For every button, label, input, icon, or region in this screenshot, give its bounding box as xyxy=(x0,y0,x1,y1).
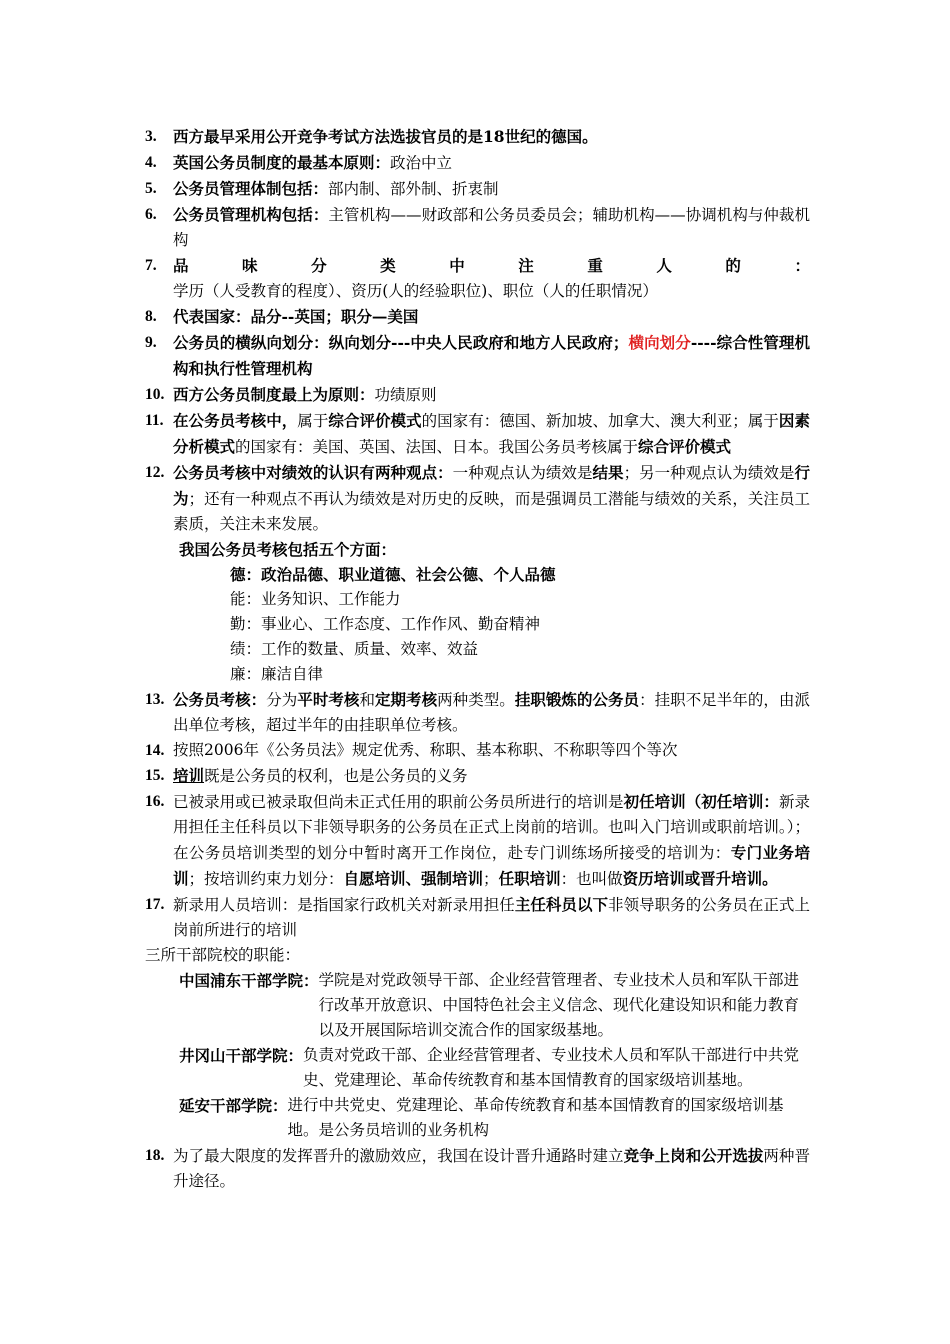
text-run: 属于 xyxy=(297,412,329,430)
eval-aspect: 能：业务知识、工作能力 xyxy=(230,590,401,608)
text-run: 一种观点认为绩效是 xyxy=(452,464,593,482)
text-run: 专门业务培训 xyxy=(173,843,810,888)
eval-aspect: 绩：工作的数量、质量、效率、效益 xyxy=(230,640,479,658)
school-item xyxy=(179,1043,810,1093)
text-run: 部内制、部外制、折衷制 xyxy=(328,180,499,198)
item-text xyxy=(173,304,810,330)
text-run: 公务员的横纵向划分：纵向划分---中央人民政府和地方人民政府； xyxy=(173,333,629,352)
text-run: 自愿培训、强制培训 xyxy=(343,869,484,888)
text-run: ：挂职不足半年的，由派出单位考核，超过半年的由挂职单位考核。 xyxy=(173,691,810,734)
text-run: 英国公务员制度的最基本原则： xyxy=(173,153,391,172)
text-run: 按照2006年《公务员法》规定优秀、称职、基本称职、不称职等四个等次 xyxy=(173,741,678,759)
text-run: 非领导职务的公务员在正式上岗前所进行的培训 xyxy=(173,896,810,939)
item-number: 13. xyxy=(145,691,165,708)
text-run: 西方公务员制度最上为原则： xyxy=(173,385,375,404)
text-run: 两种类型。 xyxy=(437,691,515,709)
text-run: ：也叫做 xyxy=(560,870,623,888)
item-text xyxy=(173,763,810,789)
item-text xyxy=(173,202,810,253)
text-run: ；还有一种观点不再认为绩效是对历史的反映，而是强调员工潜能与绩效的关系，关注员工素质，关注未来发展。 xyxy=(173,490,810,533)
item-number: 18. xyxy=(145,1147,165,1164)
text-run: 代表国家：品分--英国；职分—美国 xyxy=(173,307,419,326)
school-item xyxy=(179,1093,810,1143)
list-item xyxy=(145,304,810,330)
text-run: 结果 xyxy=(592,463,624,482)
item-number: 4. xyxy=(145,154,157,171)
text-run: 新录用人员培训：是指国家行政机关对新录用担任 xyxy=(173,896,515,914)
text-run: 和 xyxy=(359,691,375,709)
item-text xyxy=(173,738,810,763)
item-text xyxy=(173,176,810,202)
item-number: 9. xyxy=(145,334,157,351)
text-run: 平时考核 xyxy=(297,690,360,709)
text-run: 的国家有：德国、新加坡、加拿大、澳大利亚；属于 xyxy=(421,412,779,430)
text-run: 公务员考核中对绩效的认识有两种观点： xyxy=(173,463,453,482)
text-run: 综合评价模式 xyxy=(328,411,422,430)
text-run: 学历（人受教育的程度）、资历(人的经验职位)、职位（人的任职情况） xyxy=(173,282,658,300)
text-run: 综合评价模式 xyxy=(638,437,732,456)
schools-heading: 三所干部院校的职能： xyxy=(145,946,301,964)
text-run: 挂职锻炼的公务员 xyxy=(514,690,640,709)
item-number: 6. xyxy=(145,206,157,223)
list-item xyxy=(145,176,810,202)
item-number: 7. xyxy=(145,257,157,274)
text-run: 为了最大限度的发挥晋升的激励效应，我国在设计晋升通路时建立 xyxy=(173,1147,624,1165)
text-run: 定期考核 xyxy=(374,690,438,709)
text-run: 资历培训或晋升培训。 xyxy=(622,869,778,888)
item-number: 8. xyxy=(145,308,157,325)
item-text xyxy=(173,1143,810,1194)
text-run: ；另一种观点认为绩效是 xyxy=(623,464,795,482)
item-number: 17. xyxy=(145,896,165,913)
text-run: ----综合性管理机构和执行性管理机构 xyxy=(173,333,810,378)
text-run: 主任科员以下 xyxy=(514,895,609,914)
text-run: 主管机构——财政部和公务员委员会；辅助机构——协调机构与仲裁机构 xyxy=(173,206,810,249)
text-run: 培训 xyxy=(173,766,205,785)
eval-aspect: 勤：事业心、工作态度、工作作风、勤奋精神 xyxy=(230,615,541,633)
text-run: 功绩原则 xyxy=(374,386,437,404)
list-item xyxy=(145,124,810,150)
list-item xyxy=(145,382,810,408)
text-run: 在公务员考核中， xyxy=(173,411,298,430)
text-run: ； xyxy=(483,870,499,888)
item-text xyxy=(173,124,810,150)
list-item xyxy=(145,738,810,763)
list-item xyxy=(145,789,810,892)
school-name: 中国浦东干部学院： xyxy=(179,971,319,990)
numbered-list-c xyxy=(145,1143,810,1194)
list-item xyxy=(145,1143,810,1194)
school-description: 负责对党政干部、企业经营管理者、专业技术人员和军队干部进行中共党史、党建理论、革命传统教育和基本国情教育的国家级培训基地。 xyxy=(303,1046,800,1089)
item-text xyxy=(173,892,810,943)
item-number: 15. xyxy=(145,767,165,784)
text-run: 公务员管理机构包括： xyxy=(173,205,329,224)
item-number: 3. xyxy=(145,128,157,145)
list-item xyxy=(145,202,810,253)
list-item xyxy=(145,330,810,382)
text-run: 品味分类中注重人的： xyxy=(173,256,810,275)
text-run: 因素分析模式 xyxy=(173,411,810,456)
item-number: 5. xyxy=(145,180,157,197)
numbered-list-b xyxy=(145,687,810,943)
list-item xyxy=(145,408,810,460)
item-text xyxy=(173,687,810,738)
list-item xyxy=(145,460,810,537)
list-item xyxy=(145,687,810,738)
item-text xyxy=(173,789,810,892)
text-run: 政治中立 xyxy=(390,154,453,172)
text-run: 分为 xyxy=(266,691,298,709)
school-name: 井冈山干部学院： xyxy=(179,1046,304,1065)
text-run: 的国家有：美国、英国、法国、日本。我国公务员考核属于 xyxy=(235,438,639,456)
school-name: 延安干部学院： xyxy=(179,1096,288,1115)
text-run: 两种晋升途径。 xyxy=(173,1147,810,1190)
text-run: 既是公务员的权利，也是公务员的义务 xyxy=(204,767,468,785)
text-run: 公务员考核： xyxy=(173,690,267,709)
text-run: 任职培训 xyxy=(498,869,561,888)
text-run: ；按培训约束力划分： xyxy=(188,870,344,888)
text-run: 西方最早采用公开竞争考试方法选拔官员的是18世纪的德国。 xyxy=(173,127,598,146)
eval-heading: 我国公务员考核包括五个方面： xyxy=(179,540,397,559)
item-number: 12. xyxy=(145,464,165,481)
text-run: 竞争上岗和公开选拔 xyxy=(623,1146,764,1165)
text-run: 已被录用或已被录取但尚未正式任用的职前公务员所进行的培训是 xyxy=(173,793,624,811)
school-description: 进行中共党史、党建理论、革命传统教育和基本国情教育的国家级培训基地。是公务员培训的业务机构 xyxy=(287,1096,784,1139)
item-number: 11. xyxy=(145,412,164,429)
item-text xyxy=(173,460,810,537)
eval-aspect: 德：政治品德、职业道德、社会公德、个人品德 xyxy=(230,565,556,584)
item-text xyxy=(173,253,810,304)
text-run: 新录用担任主任科员以下非领导职务的公务员在正式上岗前的培训。也叫入门培训或职前培训。）；在公务员培训类型的划分中暂时离开工作岗位，赴专门训练场所接受的培训为： xyxy=(173,793,810,862)
eval-aspect: 廉：廉洁自律 xyxy=(230,665,324,683)
list-item xyxy=(145,150,810,176)
text-run: 初任培训（初任培训： xyxy=(623,792,779,811)
text-run: 行为 xyxy=(173,463,810,508)
list-item xyxy=(145,253,810,304)
item-number: 10. xyxy=(145,386,165,403)
document-body xyxy=(145,124,810,1194)
item-text xyxy=(173,330,810,382)
school-description: 学院是对党政领导干部、企业经营管理者、专业技术人员和军队干部进行改革开放意识、中国特色社会主义信念、现代化建设知识和能力教育以及开展国际培训交流合作的国家级基地。 xyxy=(318,971,800,1039)
school-item xyxy=(179,968,810,1043)
list-item xyxy=(145,763,810,789)
schools-list xyxy=(145,968,810,1143)
text-run: 横向划分 xyxy=(628,333,691,352)
list-item xyxy=(145,892,810,943)
item-text xyxy=(173,150,810,176)
item-number: 14. xyxy=(145,742,165,759)
item-number: 16. xyxy=(145,793,165,810)
text-run: 公务员管理体制包括： xyxy=(173,179,329,198)
item-text xyxy=(173,408,810,460)
eval-aspects xyxy=(145,562,810,687)
item-text xyxy=(173,382,810,408)
numbered-list-a xyxy=(145,124,810,537)
